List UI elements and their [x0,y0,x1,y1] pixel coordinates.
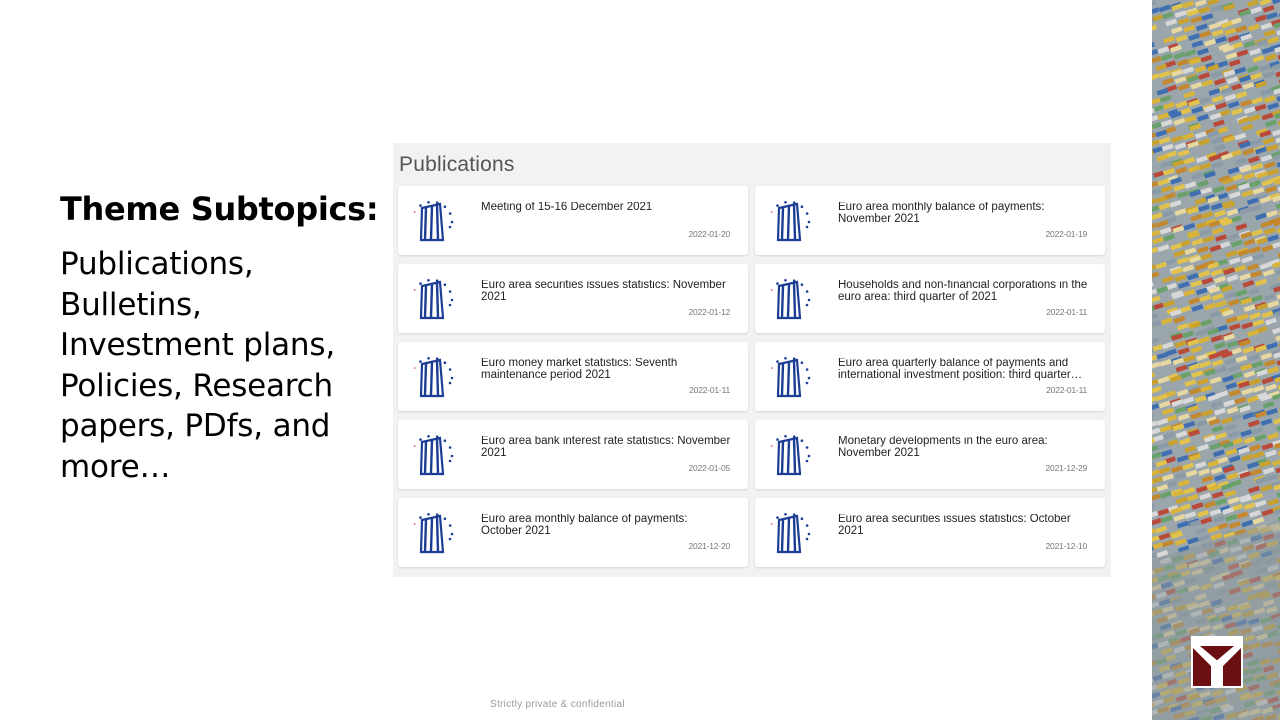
star-icon [806,226,809,229]
star-icon [801,283,804,286]
star-icon [784,201,787,204]
star-icon [801,361,804,364]
subtopic-line: papers, PDfs, and [60,408,331,444]
publication-date: 2021-12-20 [688,541,730,551]
star-icon [449,290,452,293]
publication-date: 2022-01-12 [688,307,730,317]
star-icon [427,201,430,204]
star-icon [806,446,809,449]
ecb-tower-stars-icon [767,272,813,322]
star-icon [784,357,787,360]
publication-date: 2022-01-19 [1045,229,1087,239]
star-icon [801,517,804,520]
ecb-tower-stars-icon [767,350,813,400]
star-icon [449,368,452,371]
star-icon [449,460,452,463]
ecb-tower-stars-icon [410,272,456,322]
ecb-tower-stars-icon [410,428,456,478]
publications-grid [398,186,1105,567]
publication-card[interactable] [398,186,748,255]
publication-title: Euro area monthly balance of payments: October 2021 [481,514,688,537]
star-icon [808,533,811,536]
star-icon [451,377,454,380]
star-icon [784,279,787,282]
star-icon [451,533,454,536]
publication-date: 2021-12-29 [1045,463,1087,473]
star-icon [776,360,779,363]
publication-card[interactable] [398,420,748,489]
container-port-photo [1152,0,1280,720]
star-icon [444,439,447,442]
star-icon [427,435,430,438]
subtopics-list [60,244,350,487]
publication-card[interactable] [755,186,1105,255]
star-icon [784,435,787,438]
subtopic-line: more… [60,448,171,485]
star-icon [449,382,452,385]
star-icon [427,513,430,516]
confidential-footer: Strictly private & confidential [490,699,625,710]
star-icon [427,279,430,282]
star-icon [427,357,430,360]
publication-date: 2022-01-05 [688,463,730,473]
ecb-tower-stars-icon [410,506,456,556]
star-icon [771,289,773,291]
star-icon [808,221,811,224]
star-icon [776,204,779,207]
publication-card[interactable] [755,264,1105,333]
star-icon [444,283,447,286]
ecb-tower-stars-icon [410,350,456,400]
star-icon [419,516,422,519]
subtopic-line: Investment plans, [60,327,335,363]
publication-card[interactable] [398,342,748,411]
star-icon [444,361,447,364]
star-icon [414,211,416,213]
star-icon [449,226,452,229]
star-icon [419,282,422,285]
star-icon [414,289,416,291]
subtopic-line: Bulletins, [60,286,202,323]
publication-title: Euro area monthly balance of payments: November 2021 [838,202,1045,225]
star-icon [414,445,416,447]
star-icon [444,517,447,520]
star-icon [449,446,452,449]
ecb-tower-stars-icon [767,428,813,478]
star-icon [419,360,422,363]
star-icon [451,221,454,224]
star-icon [806,304,809,307]
star-icon [414,523,416,525]
publication-card[interactable] [398,498,748,567]
ecb-tower-stars-icon [767,194,813,244]
star-icon [451,455,454,458]
star-icon [776,516,779,519]
star-icon [414,367,416,369]
publication-date: 2022-01-11 [1046,307,1087,317]
publication-date: 2022-01-11 [689,385,730,395]
star-icon [808,377,811,380]
star-icon [801,205,804,208]
publication-title: Households and non-financial corporations in the euro area: third quarter of 2021 [838,280,1088,303]
star-icon [771,445,773,447]
star-icon [776,438,779,441]
star-icon [771,211,773,213]
subtopic-line: Policies, Research [60,367,333,404]
star-icon [771,367,773,369]
publication-title: Euro area securities issues statistics: November 2021 [481,280,726,303]
star-icon [806,538,809,541]
star-icon [451,299,454,302]
star-icon [806,290,809,293]
star-icon [806,524,809,527]
star-icon [801,439,804,442]
star-icon [784,513,787,516]
star-icon [449,304,452,307]
star-icon [808,299,811,302]
star-icon [419,438,422,441]
star-icon [806,382,809,385]
publication-title: Euro area securities issues statistics: October 2021 [838,514,1071,537]
publication-card[interactable] [755,420,1105,489]
star-icon [449,524,452,527]
publication-title: Meeting of 15-16 December 2021 [481,202,653,213]
subtopic-line: Publications, [60,246,254,282]
star-icon [806,460,809,463]
star-icon [776,282,779,285]
star-icon [771,523,773,525]
publication-card[interactable] [755,498,1105,567]
publication-title: Euro area quarterly balance of payments and international investment position: third quarter… [838,358,1083,381]
star-icon [808,455,811,458]
publication-card[interactable] [755,342,1105,411]
company-logo [1191,636,1243,688]
publication-card[interactable] [398,264,748,333]
star-icon [419,204,422,207]
publications-panel [393,143,1111,577]
star-icon [449,538,452,541]
publication-date: 2022-01-11 [1046,385,1087,395]
publication-title: Monetary developments in the euro area: November 2021 [838,436,1048,459]
star-icon [806,212,809,215]
slide-heading: Theme Subtopics: [60,190,379,228]
ecb-tower-stars-icon [767,506,813,556]
star-icon [806,368,809,371]
ecb-tower-stars-icon [410,194,456,244]
publication-title: Euro money market statistics: Seventh maintenance period 2021 [481,358,678,381]
publication-date: 2022-01-20 [688,229,730,239]
publications-title: Publications [399,153,515,176]
star-icon [449,212,452,215]
star-icon [444,205,447,208]
publication-title: Euro area bank interest rate statistics: November 2021 [481,436,731,459]
publication-date: 2021-12-10 [1045,541,1087,551]
